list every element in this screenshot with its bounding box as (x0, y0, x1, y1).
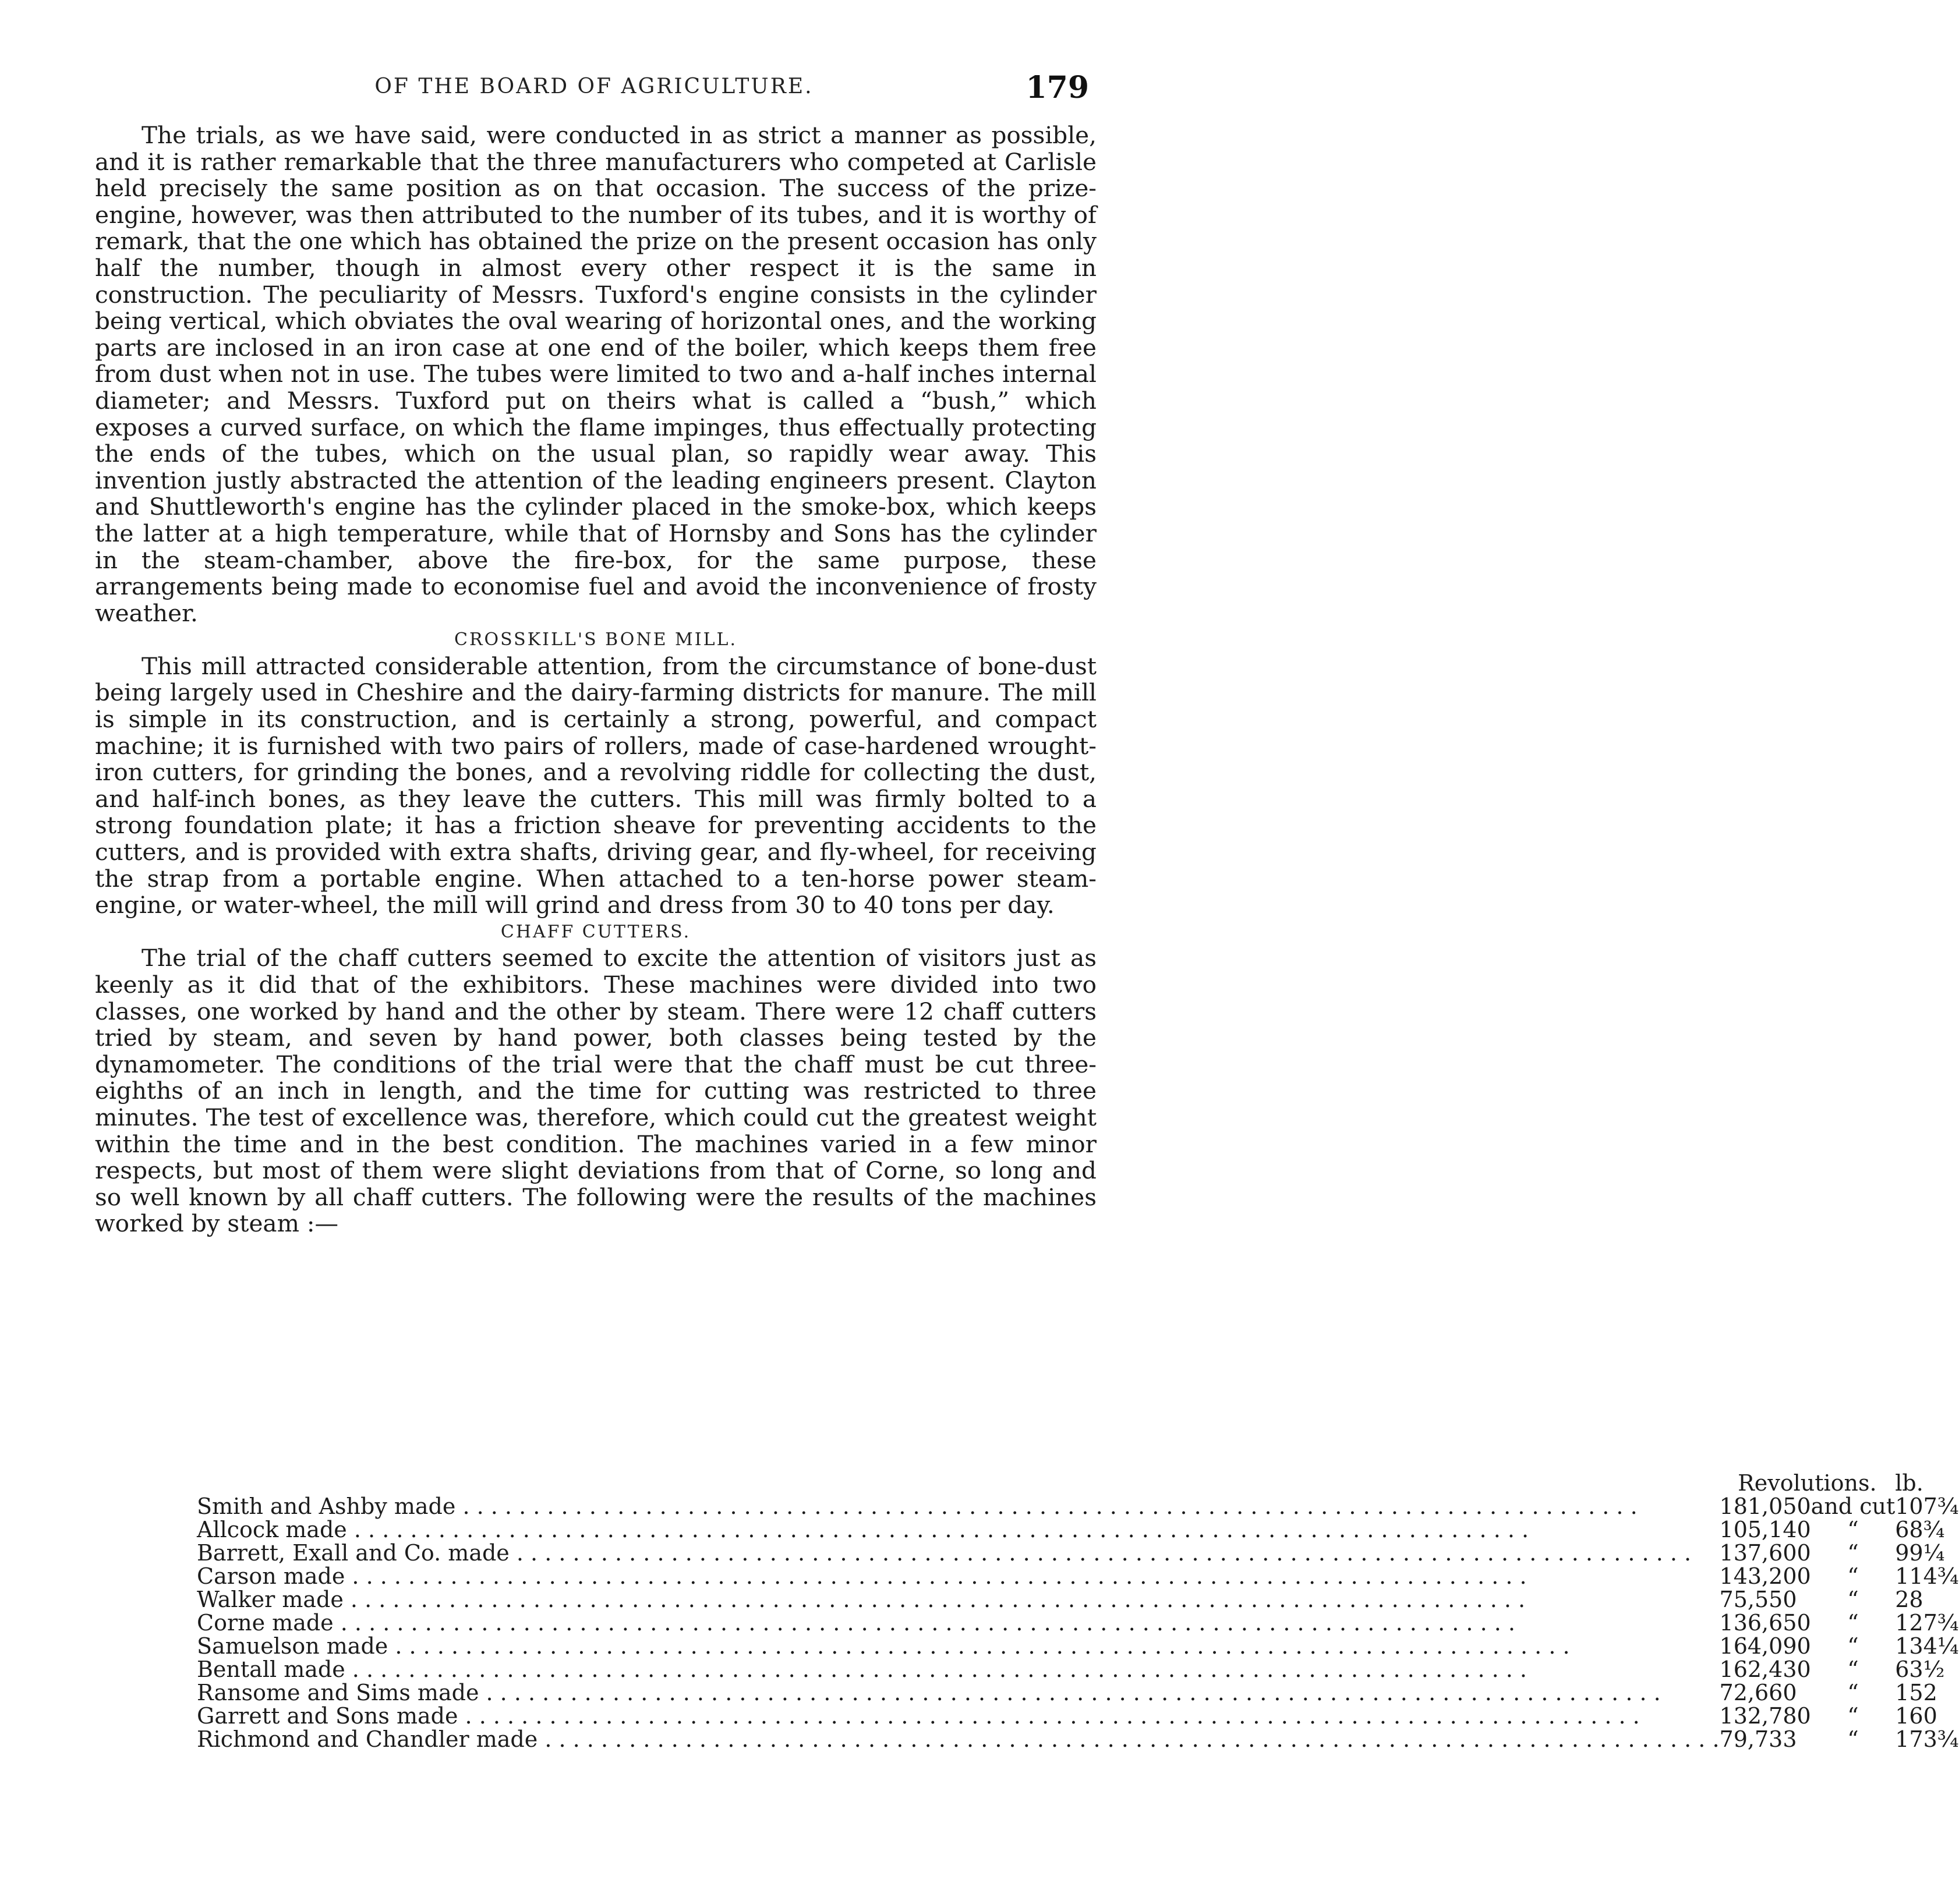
machine-name-text: Bentall made . . . (197, 1658, 1720, 1681)
table-row (197, 1495, 1959, 1518)
ditto-mark: “ (1847, 1517, 1859, 1542)
revolutions-value: 162,430 (1719, 1657, 1811, 1682)
table-header-lb: lb. (1895, 1470, 1923, 1496)
ditto-mark: “ (1847, 1610, 1859, 1636)
lb-value: 107¾ (1895, 1494, 1959, 1519)
table-row (197, 1658, 1959, 1681)
lb-value: 152 (1895, 1680, 1937, 1705)
machine-name-text: Samuelson made . . . (197, 1634, 1720, 1658)
machine-name-text: Richmond and Chandler made . . . (197, 1728, 1720, 1751)
table-row (197, 1518, 1959, 1541)
machine-name (197, 1728, 1720, 1751)
machine-name (197, 1611, 1720, 1634)
revolutions-value: 181,050 (1719, 1494, 1811, 1519)
machine-name (197, 1518, 1720, 1541)
lb-value: 63½ (1895, 1657, 1945, 1682)
machine-name (197, 1634, 1720, 1658)
ditto-mark: “ (1847, 1726, 1859, 1752)
table-row (197, 1565, 1959, 1588)
machine-name-text: Smith and Ashby made . . . (197, 1495, 1720, 1518)
table-row (197, 1588, 1959, 1611)
machine-name-text: Ransome and Sims made . . . (197, 1681, 1720, 1704)
table-body (197, 1495, 1959, 1751)
machine-name (197, 1704, 1720, 1728)
table-row (197, 1634, 1959, 1658)
revolutions-value: 136,650 (1719, 1610, 1811, 1636)
section-heading-chaff-cutters: CHAFF CUTTERS. (500, 921, 691, 942)
ditto-mark: “ (1847, 1540, 1859, 1566)
lb-value: 173¾ (1895, 1726, 1959, 1752)
machine-name (197, 1588, 1720, 1611)
lb-value: 160 (1895, 1703, 1937, 1729)
ditto-mark: “ (1847, 1633, 1859, 1659)
machine-name (197, 1565, 1720, 1588)
section-heading-bone-mill: CROSSKILL'S BONE MILL. (454, 629, 737, 650)
lb-value: 99¼ (1895, 1540, 1945, 1566)
revolutions-value: 137,600 (1719, 1540, 1811, 1566)
ditto-mark: “ (1847, 1587, 1859, 1612)
table-header-row (197, 1471, 1959, 1495)
machine-name (197, 1541, 1720, 1565)
table-row (197, 1541, 1959, 1565)
machine-name-text: Carson made . . . (197, 1565, 1720, 1588)
ditto-mark: “ (1847, 1657, 1859, 1682)
lb-value: 114¾ (1895, 1563, 1959, 1589)
machine-name (197, 1658, 1720, 1681)
table-row (197, 1728, 1959, 1751)
running-head: OF THE BOARD OF AGRICULTURE. (374, 75, 814, 98)
machine-name-text: Barrett, Exall and Co. made . . . (197, 1541, 1720, 1565)
revolutions-value: 143,200 (1719, 1563, 1811, 1589)
ditto-mark: “ (1847, 1703, 1859, 1729)
revolutions-value: 75,550 (1719, 1587, 1797, 1612)
table-header-blank (197, 1471, 1720, 1495)
page-header (99, 70, 1089, 115)
revolutions-value: 79,733 (1719, 1726, 1797, 1752)
lb-value: 68¾ (1895, 1517, 1945, 1542)
results-table (197, 1471, 1959, 1751)
revolutions-value: 72,660 (1719, 1680, 1797, 1705)
ditto-mark: and cut (1811, 1494, 1896, 1519)
paragraph-bone-mill: This mill attracted considerable attention, from the circumstance of bone-dust being largely used in Cheshire and the dairy-farming districts for manure. The mill is simple in its construction, and is certainly a strong, powerful, and compact machine; it is furnished with two pairs of rollers, made of case-hardened wrought-iron cutters, for grinding the bones, and a revolving riddle for collecting the dust, and half-inch bones, as they leave the cutters. This mill was firmly bolted to a strong foundation plate; it has a friction sheave for preventing accidents to the cutters, and is provided with extra shafts, driving gear, and fly-wheel, for receiving the strap from a portable engine. When attached to a ten-horse power steam-engine, or water-wheel, the mill will grind and dress from 30 to 40 tons per day. (95, 652, 1097, 919)
ditto-mark: “ (1847, 1680, 1859, 1705)
revolutions-value: 105,140 (1719, 1517, 1811, 1542)
table-header-revolutions: Revolutions. (1738, 1470, 1877, 1496)
ditto-mark: “ (1847, 1563, 1859, 1589)
machine-name (197, 1495, 1720, 1518)
machine-name-text: Garrett and Sons made . . . (197, 1704, 1720, 1728)
revolutions-value: 164,090 (1719, 1633, 1811, 1659)
paragraph-engines: The trials, as we have said, were conducted in as strict a manner as possible, and it is rather remarkable that the three manufacturers who competed at Carlisle held precisely the same position as on that occasion. The success of the prize-engine, however, was then attributed to the number of its tubes, and it is worthy of remark, that the one which has obtained the prize on the present occasion has only half the number, though in almost every other respect it is the same in construction. The peculiarity of Messrs. Tuxford's engine consists in the cylinder being vertical, which obviates the oval wearing of horizontal ones, and the working parts are inclosed in an iron case at one end of the boiler, which keeps them free from dust when not in use. The tubes were limited to two and a-half inches internal diameter; and Messrs. Tuxford put on theirs what is called a “bush,” which exposes a curved surface, on which the flame impinges, thus effectually protecting the ends of the tubes, which on the usual plan, so rapidly wear away. This invention justly abstracted the attention of the leading engineers present. Clayton and Shuttleworth's engine has the cylinder placed in the smoke-box, which keeps the latter at a high temperature, while that of Hornsby and Sons has the cylinder in the steam-chamber, above the fire-box, for the same purpose, these arrangements being made to economise fuel and avoid the inconvenience of frosty weather. (95, 121, 1097, 627)
lb-value: 134¼ (1895, 1633, 1959, 1659)
machine-name (197, 1681, 1720, 1704)
table-row (197, 1681, 1959, 1704)
machine-name-text: Walker made . . . (197, 1588, 1720, 1611)
lb-value: 127¾ (1895, 1610, 1959, 1636)
table-row (197, 1611, 1959, 1634)
machine-name-text: Corne made . . . (197, 1611, 1720, 1634)
machine-name-text: Allcock made . . . (197, 1518, 1720, 1541)
paragraph-chaff-cutters: The trial of the chaff cutters seemed to excite the attention of visitors just as keenly as it did that of the exhibitors. These machines were divided into two classes, one worked by hand and the other by steam. There were 12 chaff cutters tried by steam, and seven by hand power, both classes being tested by the dynamometer. The conditions of the trial were that the chaff must be cut three-eighths of an inch in length, and the time for cutting was restricted to three minutes. The test of excellence was, therefore, which could cut the greatest weight within the time and in the best condition. The machines varied in a few minor respects, but most of them were slight deviations from that of Corne, so long and so well known by all chaff cutters. The following were the results of the machines worked by steam :— (95, 944, 1097, 1238)
body-text (95, 122, 1097, 1237)
lb-value: 28 (1895, 1587, 1923, 1612)
page-number: 179 (1026, 70, 1089, 105)
table-row (197, 1704, 1959, 1728)
revolutions-value: 132,780 (1719, 1703, 1811, 1729)
